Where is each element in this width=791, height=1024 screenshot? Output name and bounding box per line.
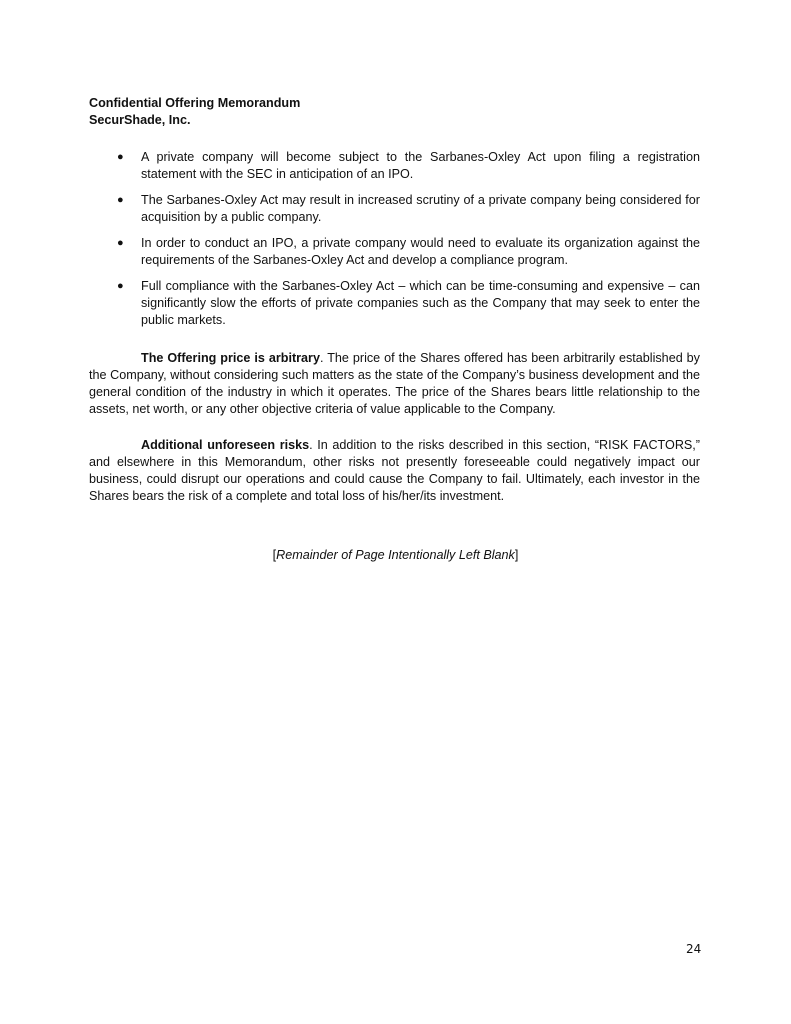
memorandum-title: Confidential Offering Memorandum bbox=[89, 96, 301, 110]
paragraph-body: In addition to the risks described in this section, “RISK FACTORS,” and elsewhere in this Memorandum, other risks not presently foreseeable could negatively impact our business, could disrupt our operations and could cause the Company to fail. Ultimately, each investor in the Shares bears the risk of a complete and total loss of his/her/its investment. bbox=[89, 438, 701, 503]
bullet-text: Full compliance with the Sarbanes-Oxley Act – which can be time-consuming and expensive – can significantly slow the efforts of private companies such as the Company that may seek to enter the public markets. bbox=[141, 279, 700, 327]
remainder-text: Remainder of Page Intentionally Left Blank bbox=[276, 548, 515, 562]
page-number: 24 bbox=[686, 942, 702, 956]
unforeseen-risks-paragraph bbox=[89, 437, 700, 505]
list-item bbox=[117, 192, 700, 226]
heading-period: . bbox=[319, 351, 324, 365]
bracket-open: [ bbox=[272, 548, 277, 562]
bullet-list bbox=[117, 149, 700, 338]
bullet-text: In order to conduct an IPO, a private company would need to evaluate its organization against the requirements of the Sarbanes-Oxley Act and develop a compliance program. bbox=[141, 236, 700, 267]
company-name: SecurShade, Inc. bbox=[89, 113, 191, 127]
bullet-icon: ● bbox=[117, 151, 124, 163]
bullet-text: A private company will become subject to the Sarbanes-Oxley Act upon filing a registration statement with the SEC in anticipation of an IPO. bbox=[141, 150, 700, 181]
bracket-close: ] bbox=[514, 548, 519, 562]
list-item bbox=[117, 235, 700, 269]
list-item bbox=[117, 149, 700, 183]
offering-price-paragraph bbox=[89, 350, 700, 418]
document-header bbox=[89, 95, 300, 129]
remainder-notice bbox=[0, 547, 791, 564]
bullet-icon: ● bbox=[117, 194, 124, 206]
paragraph-heading: The Offering price is arbitrary bbox=[141, 351, 320, 365]
paragraph-heading: Additional unforeseen risks bbox=[141, 438, 310, 452]
bullet-text: The Sarbanes-Oxley Act may result in increased scrutiny of a private company being considered for acquisition by a public company. bbox=[141, 193, 700, 224]
heading-period: . bbox=[309, 438, 313, 452]
bullet-icon: ● bbox=[117, 237, 124, 249]
bullet-icon: ● bbox=[117, 280, 124, 292]
paragraph-body: The price of the Shares offered has been arbitrarily established by the Company, without considering such matters as the state of the Company’s business development and the general condition of the industry in which it operates. The price of the Shares bears little relationship to the assets, net worth, or any other objective criteria of value applicable to the Company. bbox=[89, 351, 700, 416]
list-item bbox=[117, 278, 700, 329]
